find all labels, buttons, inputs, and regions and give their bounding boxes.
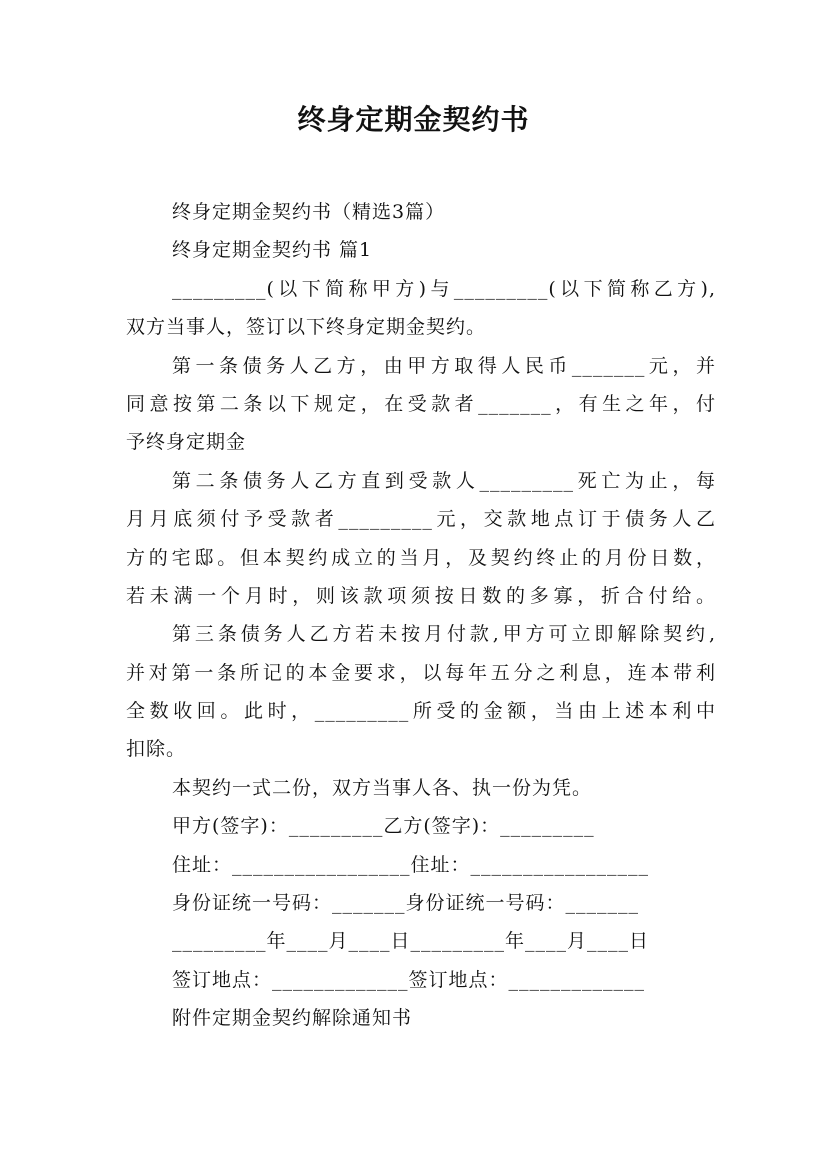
paragraph-line: 全数收回。此时，_________所受的金额，当由上述本利中 (126, 700, 716, 723)
paragraph-line: 第二条债务人乙方直到受款人_________死亡为止，每 (172, 469, 716, 492)
paragraph-line: 住址：_________________住址：_________________ (172, 853, 650, 876)
paragraph-line: _________(以下简称甲方)与_________(以下简称乙方), (172, 277, 716, 300)
paragraph-line: 方的宅邸。但本契约成立的当月，及契约终止的月份日数， (126, 546, 716, 569)
paragraph-line: _________年____月____日_________年____月____日 (172, 930, 650, 953)
paragraph-line: 甲方(签字)：_________乙方(签字)：_________ (172, 815, 595, 838)
document-body (126, 193, 716, 1038)
paragraph-line: 扣除。 (126, 738, 187, 761)
paragraph-line: 月月底须付予受款者_________元，交款地点订于债务人乙 (126, 508, 716, 531)
paragraph-line: 终身定期金契约书 篇1 (172, 239, 373, 262)
paragraph-line: 附件定期金契约解除通知书 (172, 1007, 413, 1030)
paragraph-line: 签订地点：_____________签订地点：_____________ (172, 968, 646, 991)
paragraph-line: 第三条债务人乙方若未按月付款,甲方可立即解除契约, (172, 623, 716, 646)
paragraph-line: 终身定期金契约书（精选3篇） (172, 201, 446, 223)
paragraph-line: 身份证统一号码：_______身份证统一号码：_______ (172, 892, 640, 915)
paragraph-line: 若未满一个月时，则该款项须按日数的多寡，折合付给。 (126, 584, 716, 607)
paragraph-line: 同意按第二条以下规定，在受款者_______，有生之年，付 (126, 392, 716, 415)
paragraph-line: 双方当事人，签订以下终身定期金契约。 (126, 316, 487, 339)
paragraph-line: 本契约一式二份，双方当事人各、执一份为凭。 (172, 776, 593, 799)
paragraph-line: 并对第一条所记的本金要求，以每年五分之利息，连本带利 (126, 661, 716, 684)
paragraph-line: 第一条债务人乙方，由甲方取得人民币_______元，并 (172, 354, 716, 377)
document-title: 终身定期金契约书 (297, 103, 530, 136)
paragraph-line: 予终身定期金 (126, 431, 247, 454)
